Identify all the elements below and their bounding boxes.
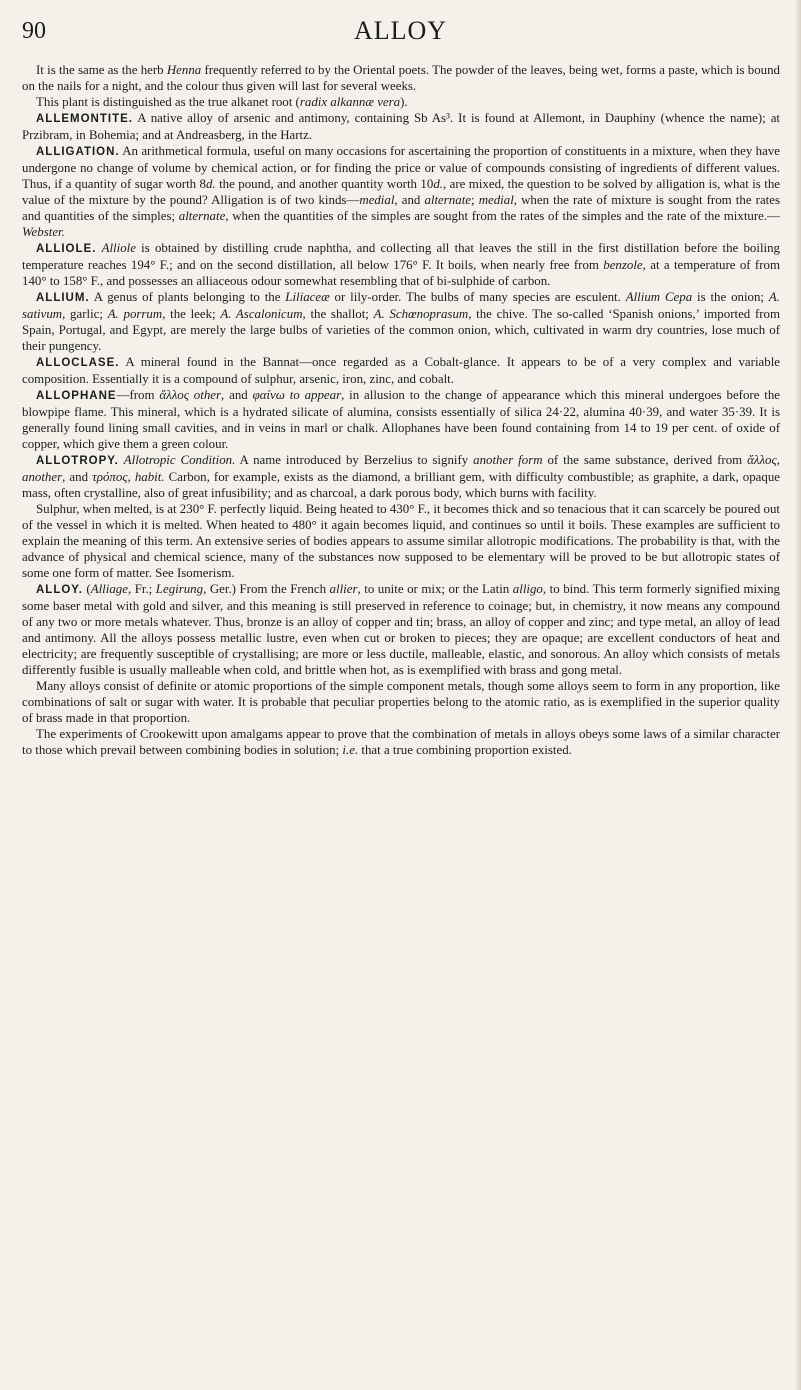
text-run: The experiments of Crookewitt upon amalgams appear to prove that the combination of metals in alloys obeys some laws of a similar character to those which prevail between combining bodies in solution; — [22, 727, 780, 757]
paragraph — [22, 678, 780, 726]
italic-text: Alliage — [90, 582, 128, 596]
italic-text: A. porrum — [107, 307, 163, 321]
italic-text: A. Schœnoprasum — [373, 307, 469, 321]
dictionary-entry — [22, 240, 780, 289]
italic-text: τρόπος, habit. — [92, 470, 165, 484]
italic-text: benzole — [603, 258, 643, 272]
text-run: , Fr.; — [127, 582, 156, 596]
text-run: A name introduced by Berzelius to signify — [235, 453, 474, 467]
italic-text: d. — [433, 177, 443, 191]
text-run: is obtained by distilling crude naphtha, and collecting all that leaves the still in the first distillation before the boiling temperature reaches 194° F.; and on the second distillation, all below 176° F. It boils, when nearly free from — [22, 241, 780, 272]
text-run: , when the quantities of the simples are sought from the rates of the simples and the rate of the mixture.— — [225, 209, 780, 223]
text-run: Many alloys consist of definite or atomic proportions of the simple component metals, though some alloys seem to form in any proportion, like combinations of salt or sugar with water. It is probable that peculiar properties belong to the atomic ratio, as is exemplified in the superior quality of brass made in that proportion. — [22, 679, 780, 725]
text-run: , the shallot; — [302, 307, 374, 321]
running-head: ALLOY — [353, 16, 448, 45]
italic-text: Allotropic Condition. — [123, 453, 236, 467]
italic-text: Legirung — [155, 582, 204, 596]
page-number: 90 — [22, 18, 46, 44]
text-run: , and — [62, 470, 93, 484]
page-edge-shadow — [795, 0, 801, 1390]
text-run: , the chive. The so-called ‘Spanish onions,’ imported from Spain, Portugal, and Egypt, are merely the large bulbs of varieties of the common onion, which, cultivated in warm dry countries, lose much of their pungency. — [22, 307, 781, 353]
entry-headword: ALLEMONTITE. — [36, 113, 133, 125]
text-run: the pound, and another quantity worth 10 — [215, 177, 434, 191]
page-body — [22, 62, 780, 758]
dictionary-entry — [22, 289, 780, 354]
text-run: , and — [221, 388, 253, 402]
italic-text: alligo — [512, 582, 543, 596]
italic-text: d. — [206, 177, 216, 191]
italic-text: alternate — [178, 209, 226, 223]
text-run: A native alloy of arsenic and antimony, containing Sb As³. It is found at Allemont, in Dauphiny (whence the name); at Przibram, in Bohemia; and at Andreasberg, in the Hartz. — [22, 111, 780, 142]
italic-text: φαίνω to appear — [252, 388, 342, 402]
dictionary-entry — [22, 110, 780, 143]
text-run: that a true combining proportion existed. — [358, 743, 572, 757]
italic-text: ἄλλος other — [159, 388, 222, 402]
italic-text: Liliaceæ — [285, 290, 330, 304]
entry-headword: ALLOPHANE — [36, 390, 117, 402]
text-run: Sulphur, when melted, is at 230° F. perfectly liquid. Being heated to 430° F., it becomes thick and so tenacious that it can scarcely be poured out of the vessel in which it is melted. When heated to 480° it again becomes liquid, and continues so until it boils. These examples are sufficient to explain the meaning of this term. An extensive series of bodies appears to assume similar allotropic modifications. The probability is that, with the advance of physical and chemical science, many of the substances now supposed to be elementary will be proved to be but allotropic states of some one form of matter. See Isomerism. — [22, 502, 780, 580]
text-run: An arithmetical formula, useful on many occasions for ascertaining the proportion of constituents in a mixture, when they have undergone no change of volume by chemical action, or for finding the price or value of compounds consisting of ingredients of different values. Thus, if a quantity of sugar worth 8 — [22, 144, 780, 191]
text-run: , are mixed, the question to be solved by alligation is, what is the value of the mixture by the pound? Alligation is of two kinds— — [22, 177, 780, 207]
text-run: ( — [82, 582, 91, 596]
text-run: , Ger.) From the French — [203, 582, 330, 596]
text-run: A mineral found in the Bannat—once regarded as a Cobalt-glance. It appears to be of a very complex and variable composition. Essentially it is a compound of sulphur, arsenic, iron, zinc, and cobalt. — [22, 355, 780, 386]
text-run: ). — [400, 95, 408, 109]
entry-headword: ALLIGATION. — [36, 146, 120, 158]
page-header — [22, 14, 779, 48]
text-run: , garlic; — [62, 307, 108, 321]
text-run: , to bind. This term formerly signified mixing some baser metal with gold and silver, and this meaning is still preserved in reference to coinage; but, in chemistry, it now means any compound of any two or more metals whatever. Thus, bronze is an alloy of copper and tin; brass, an alloy of copper and zinc; and type metal, an alloy of lead and antimony. All the alloys possess metallic lustre, even when cut or broken to pieces; they are opaque; are excellent conductors of heat and electricity; are frequently susceptible of crystallising; are more or less ductile, malleable, elastic, and sonorous. An alloy which consists of metals differently fusible is usually malleable when cold, and brittle when hot, as is exemplified with brass and gong metal. — [22, 582, 781, 677]
text-run: Carbon, for example, exists as the diamond, a brilliant gem, with difficulty combustible; as graphite, a dark, opaque mass, often crystalline, also of great infusibility; and as charcoal, a dark porous body, which burns with facility. — [22, 470, 781, 500]
dictionary-entry — [22, 452, 780, 501]
italic-text: i.e. — [342, 743, 359, 757]
text-run: , to unite or mix; or the Latin — [357, 582, 513, 596]
italic-text: radix alkannæ vera — [299, 95, 401, 109]
dictionary-entry — [22, 143, 780, 240]
italic-text: A. sativum — [22, 290, 780, 321]
italic-text: medial — [478, 193, 514, 207]
dictionary-entry — [22, 387, 780, 452]
text-run: ; — [471, 193, 479, 207]
italic-text: allier — [329, 582, 358, 596]
italic-text: Allium Cepa — [625, 290, 693, 304]
entry-headword: ALLIOLE. — [36, 243, 97, 255]
text-run: is the onion; — [692, 290, 769, 304]
text-run: This plant is distinguished as the true alkanet root ( — [36, 95, 300, 109]
paragraph — [22, 726, 780, 758]
text-run: or lily-order. The bulbs of many species are esculent. — [329, 290, 626, 304]
text-run: , in allusion to the change of appearance which this mineral undergoes before the blowpipe flame. This mineral, which is a hydrated silicate of alumina, consists essentially of silica 24·22, alumina 40·39, and water 35·39. It is generally found lining small cavities, and in veins in marl or chalk. Allophanes have been found containing from 14 to 19 per cent. of oxide of copper, which give them a green colour. — [22, 388, 781, 451]
italic-text: Alliole — [101, 241, 136, 255]
dictionary-entry — [22, 354, 780, 387]
entry-headword: ALLIUM. — [36, 292, 90, 304]
entry-headword: ALLOTROPY. — [36, 455, 119, 467]
text-run: , the leek; — [162, 307, 221, 321]
dictionary-entry — [22, 581, 780, 678]
italic-text: A. Ascalonicum — [220, 307, 303, 321]
italic-text: Webster. — [22, 225, 65, 239]
italic-text: another form — [473, 453, 543, 467]
italic-text: Henna — [166, 63, 202, 77]
paragraph — [22, 62, 780, 94]
text-run: , at a temperature of from 140° to 158° F., and possesses an alliaceous odour somewhat resembling that of bi-sulphide of carbon. — [22, 258, 780, 288]
paragraph — [22, 94, 780, 110]
text-run: —from — [116, 388, 160, 402]
italic-text: alternate — [424, 193, 471, 207]
text-run: It is the same as the herb — [36, 63, 167, 77]
entry-headword: ALLOY. — [36, 584, 83, 596]
text-run: of the same substance, derived from — [542, 453, 748, 467]
text-run: , when the rate of mixture is sought from the rates and quantities of the simples; — [22, 193, 780, 223]
text-run: , and — [394, 193, 425, 207]
text-run: frequently referred to by the Oriental poets. The powder of the leaves, being wet, forms a paste, which is bound on the nails for a night, and the colour thus given will last for several weeks. — [22, 63, 781, 93]
italic-text: medial — [359, 193, 395, 207]
entry-headword: ALLOCLASE. — [36, 357, 120, 369]
italic-text: ἄλλος, another — [22, 453, 780, 484]
paragraph — [22, 501, 780, 581]
text-run: A genus of plants belonging to the — [89, 290, 286, 304]
